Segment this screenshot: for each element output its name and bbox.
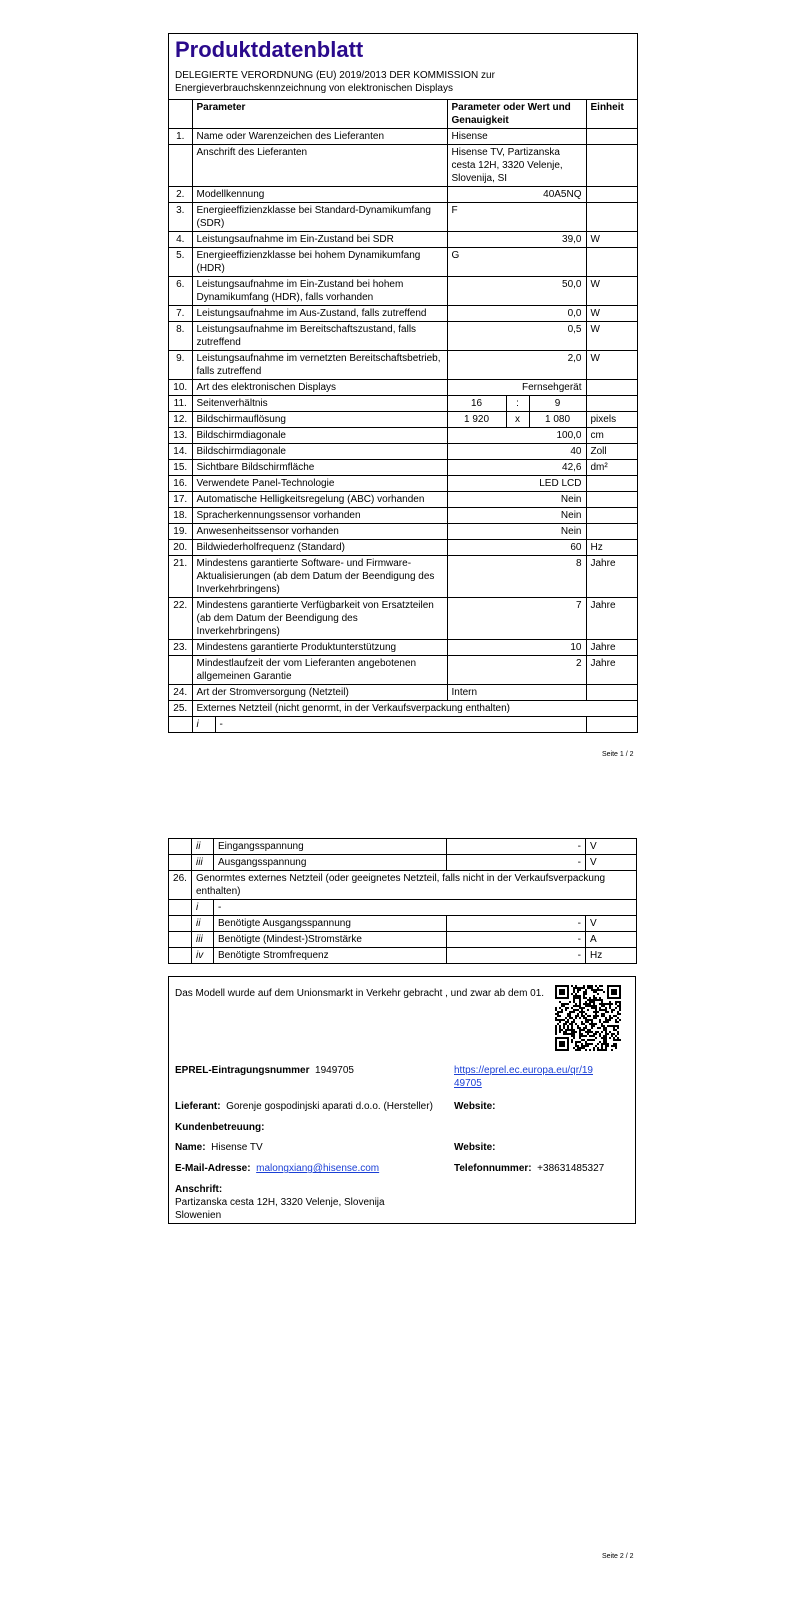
row-label: Bildschirmdiagonale — [192, 444, 447, 460]
table-row — [169, 351, 637, 380]
row-number: 7. — [169, 306, 192, 322]
eprel-number: 1949705 — [315, 1065, 354, 1076]
table-row — [169, 598, 637, 640]
row-value: 0,0 — [447, 306, 586, 322]
row-number: 5. — [169, 248, 192, 277]
row-number: 14. — [169, 444, 192, 460]
supplier-info-box — [168, 976, 636, 1224]
table-row — [169, 839, 637, 855]
row-unit: Hz — [586, 948, 637, 964]
row-unit: Jahre — [586, 656, 637, 685]
supplier-name: Gorenje gospodinjski aparati d.o.o. (Hersteller) — [226, 1101, 433, 1112]
row-number: 2. — [169, 187, 192, 203]
row-label: Mindestens garantierte Software- und Firmware-Aktualisierungen (ab dem Datum der Beendigung des Inverkehrbringens) — [192, 556, 447, 598]
parameter-table — [169, 100, 637, 733]
row-label: Energieeffizienzklasse bei hohem Dynamikumfang (HDR) — [192, 248, 447, 277]
table-row — [169, 524, 637, 540]
header-parameter: Parameter — [192, 100, 447, 129]
row-value: 7 — [447, 598, 586, 640]
row-value: Nein — [447, 508, 586, 524]
row-label: Name oder Warenzeichen des Lieferanten — [192, 129, 447, 145]
row-value: - — [447, 839, 586, 855]
row-label: Art der Stromversorgung (Netzteil) — [192, 685, 447, 701]
table-row — [169, 948, 637, 964]
table-row — [169, 932, 637, 948]
row-label: Spracherkennungssensor vorhanden — [192, 508, 447, 524]
row-value: 0,5 — [447, 322, 586, 351]
table-row — [169, 322, 637, 351]
row-value: - — [447, 855, 586, 871]
roman-numeral: i — [192, 900, 214, 916]
row-value: 50,0 — [447, 277, 586, 306]
row-number: 26. — [169, 871, 192, 900]
row-number: 25. — [169, 701, 192, 717]
table-row — [169, 203, 637, 232]
sub-value: - — [215, 717, 586, 732]
row-unit: W — [586, 306, 637, 322]
row-value: 10 — [447, 640, 586, 656]
row-unit: pixels — [586, 412, 637, 428]
address-label: Anschrift: — [175, 1184, 223, 1195]
roman-numeral: i — [193, 717, 216, 732]
table-row — [169, 460, 637, 476]
row-label: Mindestens garantierte Verfügbarkeit von Ersatzteilen (ab dem Datum der Beendigung des Inverkehrbringens) — [192, 598, 447, 640]
row-unit — [586, 524, 637, 540]
table-row — [169, 428, 637, 444]
customer-name: Hisense TV — [211, 1142, 263, 1153]
row-unit: cm — [586, 428, 637, 444]
row-unit — [586, 145, 637, 187]
row-label: Benötigte Ausgangsspannung — [214, 916, 447, 932]
row-unit: dm² — [586, 460, 637, 476]
row-unit: Jahre — [586, 640, 637, 656]
row-number: 13. — [169, 428, 192, 444]
sub-value: - — [214, 900, 637, 916]
row-label: Verwendete Panel-Technologie — [192, 476, 447, 492]
row-unit: V — [586, 855, 637, 871]
row-label: Leistungsaufnahme im Aus-Zustand, falls zutreffend — [192, 306, 447, 322]
market-date-text: Das Modell wurde auf dem Unionsmarkt in Verkehr gebracht , und zwar ab dem 01. — [175, 988, 545, 999]
regulation-subtitle: DELEGIERTE VERORDNUNG (EU) 2019/2013 DER KOMMISSION zur Energieverbrauchskennzeichnung von elektronischen Displays — [169, 63, 637, 100]
row-number: 15. — [169, 460, 192, 476]
phone-label: Telefonnummer: — [454, 1163, 532, 1174]
row-number: 3. — [169, 203, 192, 232]
row-number: 10. — [169, 380, 192, 396]
email-link[interactable]: malongxiang@hisense.com — [256, 1163, 380, 1174]
value-part-2: 1 080 — [529, 412, 586, 427]
address-line-1: Partizanska cesta 12H, 3320 Velenje, Slovenija — [175, 1197, 385, 1208]
row-value: Fernsehgerät — [447, 380, 586, 396]
row-number: 18. — [169, 508, 192, 524]
row-unit — [586, 248, 637, 277]
table-row — [169, 476, 637, 492]
value-part-1: 16 — [448, 396, 507, 411]
eprel-label: EPREL-Eintragungsnummer — [175, 1065, 310, 1076]
row-unit — [586, 396, 637, 412]
row-value: - — [447, 948, 586, 964]
header-unit: Einheit — [586, 100, 637, 129]
table-row — [169, 412, 637, 428]
address-line-2: Slowenien — [175, 1210, 222, 1221]
table-row — [169, 232, 637, 248]
page-number-2: Seite 2 / 2 — [602, 1553, 634, 1560]
roman-numeral: ii — [192, 839, 214, 855]
row-value: G — [447, 248, 586, 277]
row-unit: Hz — [586, 540, 637, 556]
roman-numeral: iii — [192, 855, 214, 871]
row-unit: V — [586, 916, 637, 932]
row-label: Bildschirmauflösung — [192, 412, 447, 428]
table-row — [169, 129, 637, 145]
email-label: E-Mail-Adresse: — [175, 1163, 251, 1174]
row-unit: W — [586, 322, 637, 351]
phone-number: +38631485327 — [537, 1163, 605, 1174]
row-unit — [586, 685, 637, 701]
row-number: 24. — [169, 685, 192, 701]
row-value: 40 — [447, 444, 586, 460]
table-row — [169, 492, 637, 508]
name-label: Name: — [175, 1142, 206, 1153]
table-row — [169, 540, 637, 556]
row-label: Leistungsaufnahme im vernetzten Bereitschaftsbetrieb, falls zutreffend — [192, 351, 447, 380]
datasheet-page-2 — [168, 838, 636, 964]
table-row — [169, 145, 637, 187]
row-value: 40A5NQ — [447, 187, 586, 203]
row-label: Benötigte (Mindest-)Stromstärke — [214, 932, 447, 948]
table-row-25 — [169, 701, 637, 717]
row-label: Bildschirmdiagonale — [192, 428, 447, 444]
row-label: Eingangsspannung — [214, 839, 447, 855]
row-number: 19. — [169, 524, 192, 540]
table-row — [169, 396, 637, 412]
row-value: - — [447, 932, 586, 948]
table-row — [169, 444, 637, 460]
table-header-row — [169, 100, 637, 129]
row-unit: W — [586, 232, 637, 248]
row-label: Bildwiederholfrequenz (Standard) — [192, 540, 447, 556]
table-row — [169, 306, 637, 322]
row-value: 8 — [447, 556, 586, 598]
table-row — [169, 380, 637, 396]
website-label: Website: — [454, 1101, 496, 1112]
row-value: 2 — [447, 656, 586, 685]
qr-code-icon[interactable] — [555, 985, 621, 1051]
table-row — [169, 855, 637, 871]
row-label: Leistungsaufnahme im Bereitschaftszustand, falls zutreffend — [192, 322, 447, 351]
row-label: Leistungsaufnahme im Ein-Zustand bei SDR — [192, 232, 447, 248]
value-part-2: 9 — [529, 396, 586, 411]
eprel-link[interactable]: https://eprel.ec.europa.eu/qr/19 49705 — [454, 1065, 593, 1089]
row-value: Hisense TV, Partizanska cesta 12H, 3320 Velenje, Slovenija, SI — [447, 145, 586, 187]
row-unit: W — [586, 277, 637, 306]
row-value — [447, 396, 586, 412]
table-row — [169, 685, 637, 701]
row-value: LED LCD — [447, 476, 586, 492]
row-label: Anwesenheitssensor vorhanden — [192, 524, 447, 540]
row-label: Anschrift des Lieferanten — [192, 145, 447, 187]
row-label: Externes Netzteil (nicht genormt, in der Verkaufsverpackung enthalten) — [192, 701, 637, 717]
row-unit: Jahre — [586, 598, 637, 640]
row-unit: W — [586, 351, 637, 380]
row-number — [169, 656, 192, 685]
row-value: 100,0 — [447, 428, 586, 444]
row-label: Leistungsaufnahme im Ein-Zustand bei hohem Dynamikumfang (HDR), falls vorhanden — [192, 277, 447, 306]
roman-numeral: iv — [192, 948, 214, 964]
row-number: 17. — [169, 492, 192, 508]
table-row — [169, 556, 637, 598]
row-number: 11. — [169, 396, 192, 412]
table-row — [169, 916, 637, 932]
row-unit: A — [586, 932, 637, 948]
row-unit — [586, 187, 637, 203]
supplier-label: Lieferant: — [175, 1101, 221, 1112]
customer-service-label: Kundenbetreuung: — [175, 1122, 265, 1133]
row-number: 20. — [169, 540, 192, 556]
row-unit — [586, 129, 637, 145]
row-label: Energieeffizienzklasse bei Standard-Dynamikumfang (SDR) — [192, 203, 447, 232]
row-label: Ausgangsspannung — [214, 855, 447, 871]
row-value: Intern — [447, 685, 586, 701]
row-number: 21. — [169, 556, 192, 598]
row-value — [447, 412, 586, 428]
value-part-1: 1 920 — [448, 412, 507, 427]
row-label: Benötigte Stromfrequenz — [214, 948, 447, 964]
header-no — [169, 100, 192, 129]
row-unit — [586, 508, 637, 524]
row-number: 1. — [169, 129, 192, 145]
row-number: 23. — [169, 640, 192, 656]
row-value: 39,0 — [447, 232, 586, 248]
row-label: Art des elektronischen Displays — [192, 380, 447, 396]
row-number: 8. — [169, 322, 192, 351]
row-unit — [586, 476, 637, 492]
row-value: 60 — [447, 540, 586, 556]
table-row — [169, 277, 637, 306]
row-label: Genormtes externes Netzteil (oder geeignetes Netzteil, falls nicht in der Verkaufsverpackung enthalten) — [192, 871, 637, 900]
row-label: Automatische Helligkeitsregelung (ABC) vorhanden — [192, 492, 447, 508]
row-unit — [586, 203, 637, 232]
row-value: 2,0 — [447, 351, 586, 380]
table-row-26-i — [169, 900, 637, 916]
value-separator: x — [506, 412, 529, 427]
table-row — [169, 248, 637, 277]
page-number: Seite 1 / 2 — [602, 751, 634, 758]
row-number: 6. — [169, 277, 192, 306]
row-unit: Jahre — [586, 556, 637, 598]
value-separator: : — [506, 396, 529, 411]
row-unit — [586, 380, 637, 396]
row-unit: Zoll — [586, 444, 637, 460]
row-value: Nein — [447, 524, 586, 540]
row-label: Mindestlaufzeit der vom Lieferanten angebotenen allgemeinen Garantie — [192, 656, 447, 685]
table-row — [169, 656, 637, 685]
row-number: 9. — [169, 351, 192, 380]
row-value: F — [447, 203, 586, 232]
power-supply-table — [168, 838, 637, 964]
table-row — [169, 187, 637, 203]
website-label-2: Website: — [454, 1142, 496, 1153]
row-label: Seitenverhältnis — [192, 396, 447, 412]
header-value: Parameter oder Wert und Genauigkeit — [447, 100, 586, 129]
row-unit — [586, 492, 637, 508]
row-value: - — [447, 916, 586, 932]
roman-numeral: iii — [192, 932, 214, 948]
table-row — [169, 508, 637, 524]
row-number: 22. — [169, 598, 192, 640]
row-label: Sichtbare Bildschirmfläche — [192, 460, 447, 476]
roman-numeral: ii — [192, 916, 214, 932]
row-label: Mindestens garantierte Produktunterstützung — [192, 640, 447, 656]
row-number — [169, 145, 192, 187]
page-title: Produktdatenblatt — [175, 37, 364, 62]
row-unit: V — [586, 839, 637, 855]
table-row — [169, 640, 637, 656]
row-number: 12. — [169, 412, 192, 428]
table-row-25-i — [169, 717, 637, 733]
row-value: Nein — [447, 492, 586, 508]
datasheet-page-1 — [168, 33, 638, 733]
row-number: 16. — [169, 476, 192, 492]
row-value: 42,6 — [447, 460, 586, 476]
row-label: Modellkennung — [192, 187, 447, 203]
row-value: Hisense — [447, 129, 586, 145]
row-number: 4. — [169, 232, 192, 248]
table-row-26 — [169, 871, 637, 900]
